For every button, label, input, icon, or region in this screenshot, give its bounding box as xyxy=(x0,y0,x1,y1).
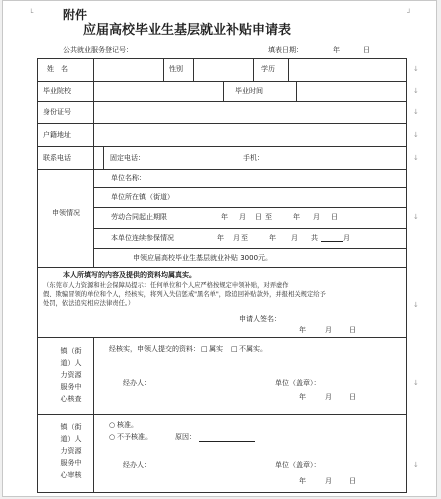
school-label: 毕业院校 xyxy=(43,87,71,95)
col-divider xyxy=(223,81,224,101)
approval-handler-label: 经办人： xyxy=(123,461,151,469)
contract-start-year: 年 xyxy=(221,213,228,221)
insurance-label: 本单位连续参保情况 xyxy=(111,234,174,242)
registration-number-label: 公共就业服务登记号： xyxy=(63,46,133,54)
approval-month: 月 xyxy=(325,477,332,485)
verification-text: 经核实，申领人提交的资料： xyxy=(109,345,200,353)
town-review-label: 镇（街道）人力资源服务中心核查 xyxy=(60,347,82,403)
subsidy-amount-text: 申领应届高校毕业生基层就业补贴 3000元。 xyxy=(133,254,273,262)
declaration-month: 月 xyxy=(325,326,332,334)
insurance-start-year: 年 xyxy=(217,234,224,242)
declaration-text: 处罚，依法追究相应法律责任。） xyxy=(43,300,135,307)
cell-end-mark: ↓ xyxy=(413,131,419,139)
crop-mark: └ xyxy=(29,9,34,17)
insurance-end-year: 年 xyxy=(269,234,276,242)
declaration-day: 日 xyxy=(349,326,356,334)
contact-phone-label: 联系电话 xyxy=(43,154,71,162)
hukou-address-label: 户籍地址 xyxy=(43,131,71,139)
id-number-label: 身份证号 xyxy=(43,108,71,116)
option-false-checkbox[interactable]: □ xyxy=(231,345,238,353)
apply-section-label: 申领情况 xyxy=(52,209,80,217)
review-handler-label: 经办人： xyxy=(123,379,151,387)
review-seal-label: 单位（盖章）： xyxy=(275,379,321,387)
town-approval-label: 镇（街道）人力资源服务中心审核 xyxy=(60,423,82,479)
mobile-phone-label: 手机： xyxy=(243,154,264,162)
declaration-heading: 本人所填写的内容及提供的资料均属真实。 xyxy=(63,271,196,279)
col-divider xyxy=(193,58,194,81)
contract-end-day: 日 xyxy=(331,213,338,221)
contract-start-day: 日 xyxy=(255,213,262,221)
row-divider xyxy=(93,207,407,208)
cell-end-mark: ↓ xyxy=(413,108,419,116)
option-true-checkbox[interactable]: □ xyxy=(201,345,208,353)
declaration-text: （东莞市人力资源和社会保障局提示：任何单位和个人应严格按规定申领补贴，对弄虚作 xyxy=(43,282,289,289)
declaration-year: 年 xyxy=(299,326,306,334)
cell-end-mark: ↓ xyxy=(413,154,419,162)
approve-radio[interactable]: ○ xyxy=(109,421,116,429)
fixed-phone-label: 固定电话： xyxy=(110,154,145,162)
form-page xyxy=(2,0,437,497)
insurance-total: 共 xyxy=(311,234,318,242)
fill-date-day: 日 xyxy=(363,46,370,54)
insurance-start-month: 月 xyxy=(233,234,240,242)
contract-end-month: 月 xyxy=(313,213,320,221)
cell-end-mark: ↓ xyxy=(413,213,419,221)
review-year: 年 xyxy=(299,393,306,401)
table-border xyxy=(37,492,407,493)
approval-year: 年 xyxy=(299,477,306,485)
fill-date-year: 年 xyxy=(333,46,340,54)
reject-radio[interactable]: ○ xyxy=(109,433,116,441)
graduation-time-label: 毕业时间 xyxy=(235,87,263,95)
cell-end-mark: ↓ xyxy=(413,461,419,469)
crop-mark: ┘ xyxy=(407,9,412,17)
col-divider xyxy=(163,58,164,81)
col-divider xyxy=(253,58,254,81)
contract-start-month: 月 xyxy=(239,213,246,221)
page-title: 应届高校毕业生基层就业补贴申请表 xyxy=(83,23,292,38)
insurance-end-month: 月 xyxy=(291,234,298,242)
contract-period-label: 劳动合同起止期限 xyxy=(111,213,167,221)
reject-label: 不予核准。 xyxy=(117,433,152,441)
row-divider xyxy=(93,228,407,229)
approval-day: 日 xyxy=(349,477,356,485)
reject-reason-label: 原因： xyxy=(175,433,196,441)
attachment-label: 附件 xyxy=(63,8,88,22)
education-label: 学历 xyxy=(261,65,275,73)
applicant-signature-label: 申请人签名： xyxy=(239,315,281,323)
option-false-label: 不属实。 xyxy=(239,345,267,353)
cell-end-mark: ↓ xyxy=(413,379,419,387)
row-divider xyxy=(93,187,407,188)
approval-seal-label: 单位（盖章）： xyxy=(275,461,321,469)
contract-to: 至 xyxy=(265,213,272,221)
unit-name-label: 单位名称： xyxy=(111,174,146,182)
cell-end-mark: ↓ xyxy=(413,65,419,73)
declaration-text: 假、欺骗冒领的单位和个人，经核实，将列入失信惩戒"黑名单"，除追回补贴款外，并报相关规定给予 xyxy=(43,291,326,298)
contract-end-year: 年 xyxy=(293,213,300,221)
gender-label: 性别 xyxy=(169,65,183,73)
cell-end-mark: ↓ xyxy=(413,87,419,95)
cell-end-mark: ↓ xyxy=(413,301,419,309)
insurance-months-blank[interactable] xyxy=(321,241,343,242)
col-divider xyxy=(288,58,289,81)
col-divider xyxy=(296,81,297,101)
col-divider xyxy=(93,337,94,492)
name-label: 姓 名 xyxy=(47,65,68,73)
option-true-label: 属实 xyxy=(209,345,223,353)
unit-location-label: 单位所在镇（街道） xyxy=(111,193,174,201)
review-day: 日 xyxy=(349,393,356,401)
col-divider xyxy=(103,146,104,169)
reject-reason-blank[interactable] xyxy=(199,441,255,442)
approve-label: 核准。 xyxy=(117,421,138,429)
fill-date-label: 填表日期： xyxy=(268,46,303,54)
row-divider xyxy=(37,267,407,268)
insurance-to: 至 xyxy=(241,234,248,242)
row-divider xyxy=(93,248,407,249)
review-month: 月 xyxy=(325,393,332,401)
col-divider xyxy=(93,58,94,267)
insurance-total-month: 月 xyxy=(343,234,350,242)
